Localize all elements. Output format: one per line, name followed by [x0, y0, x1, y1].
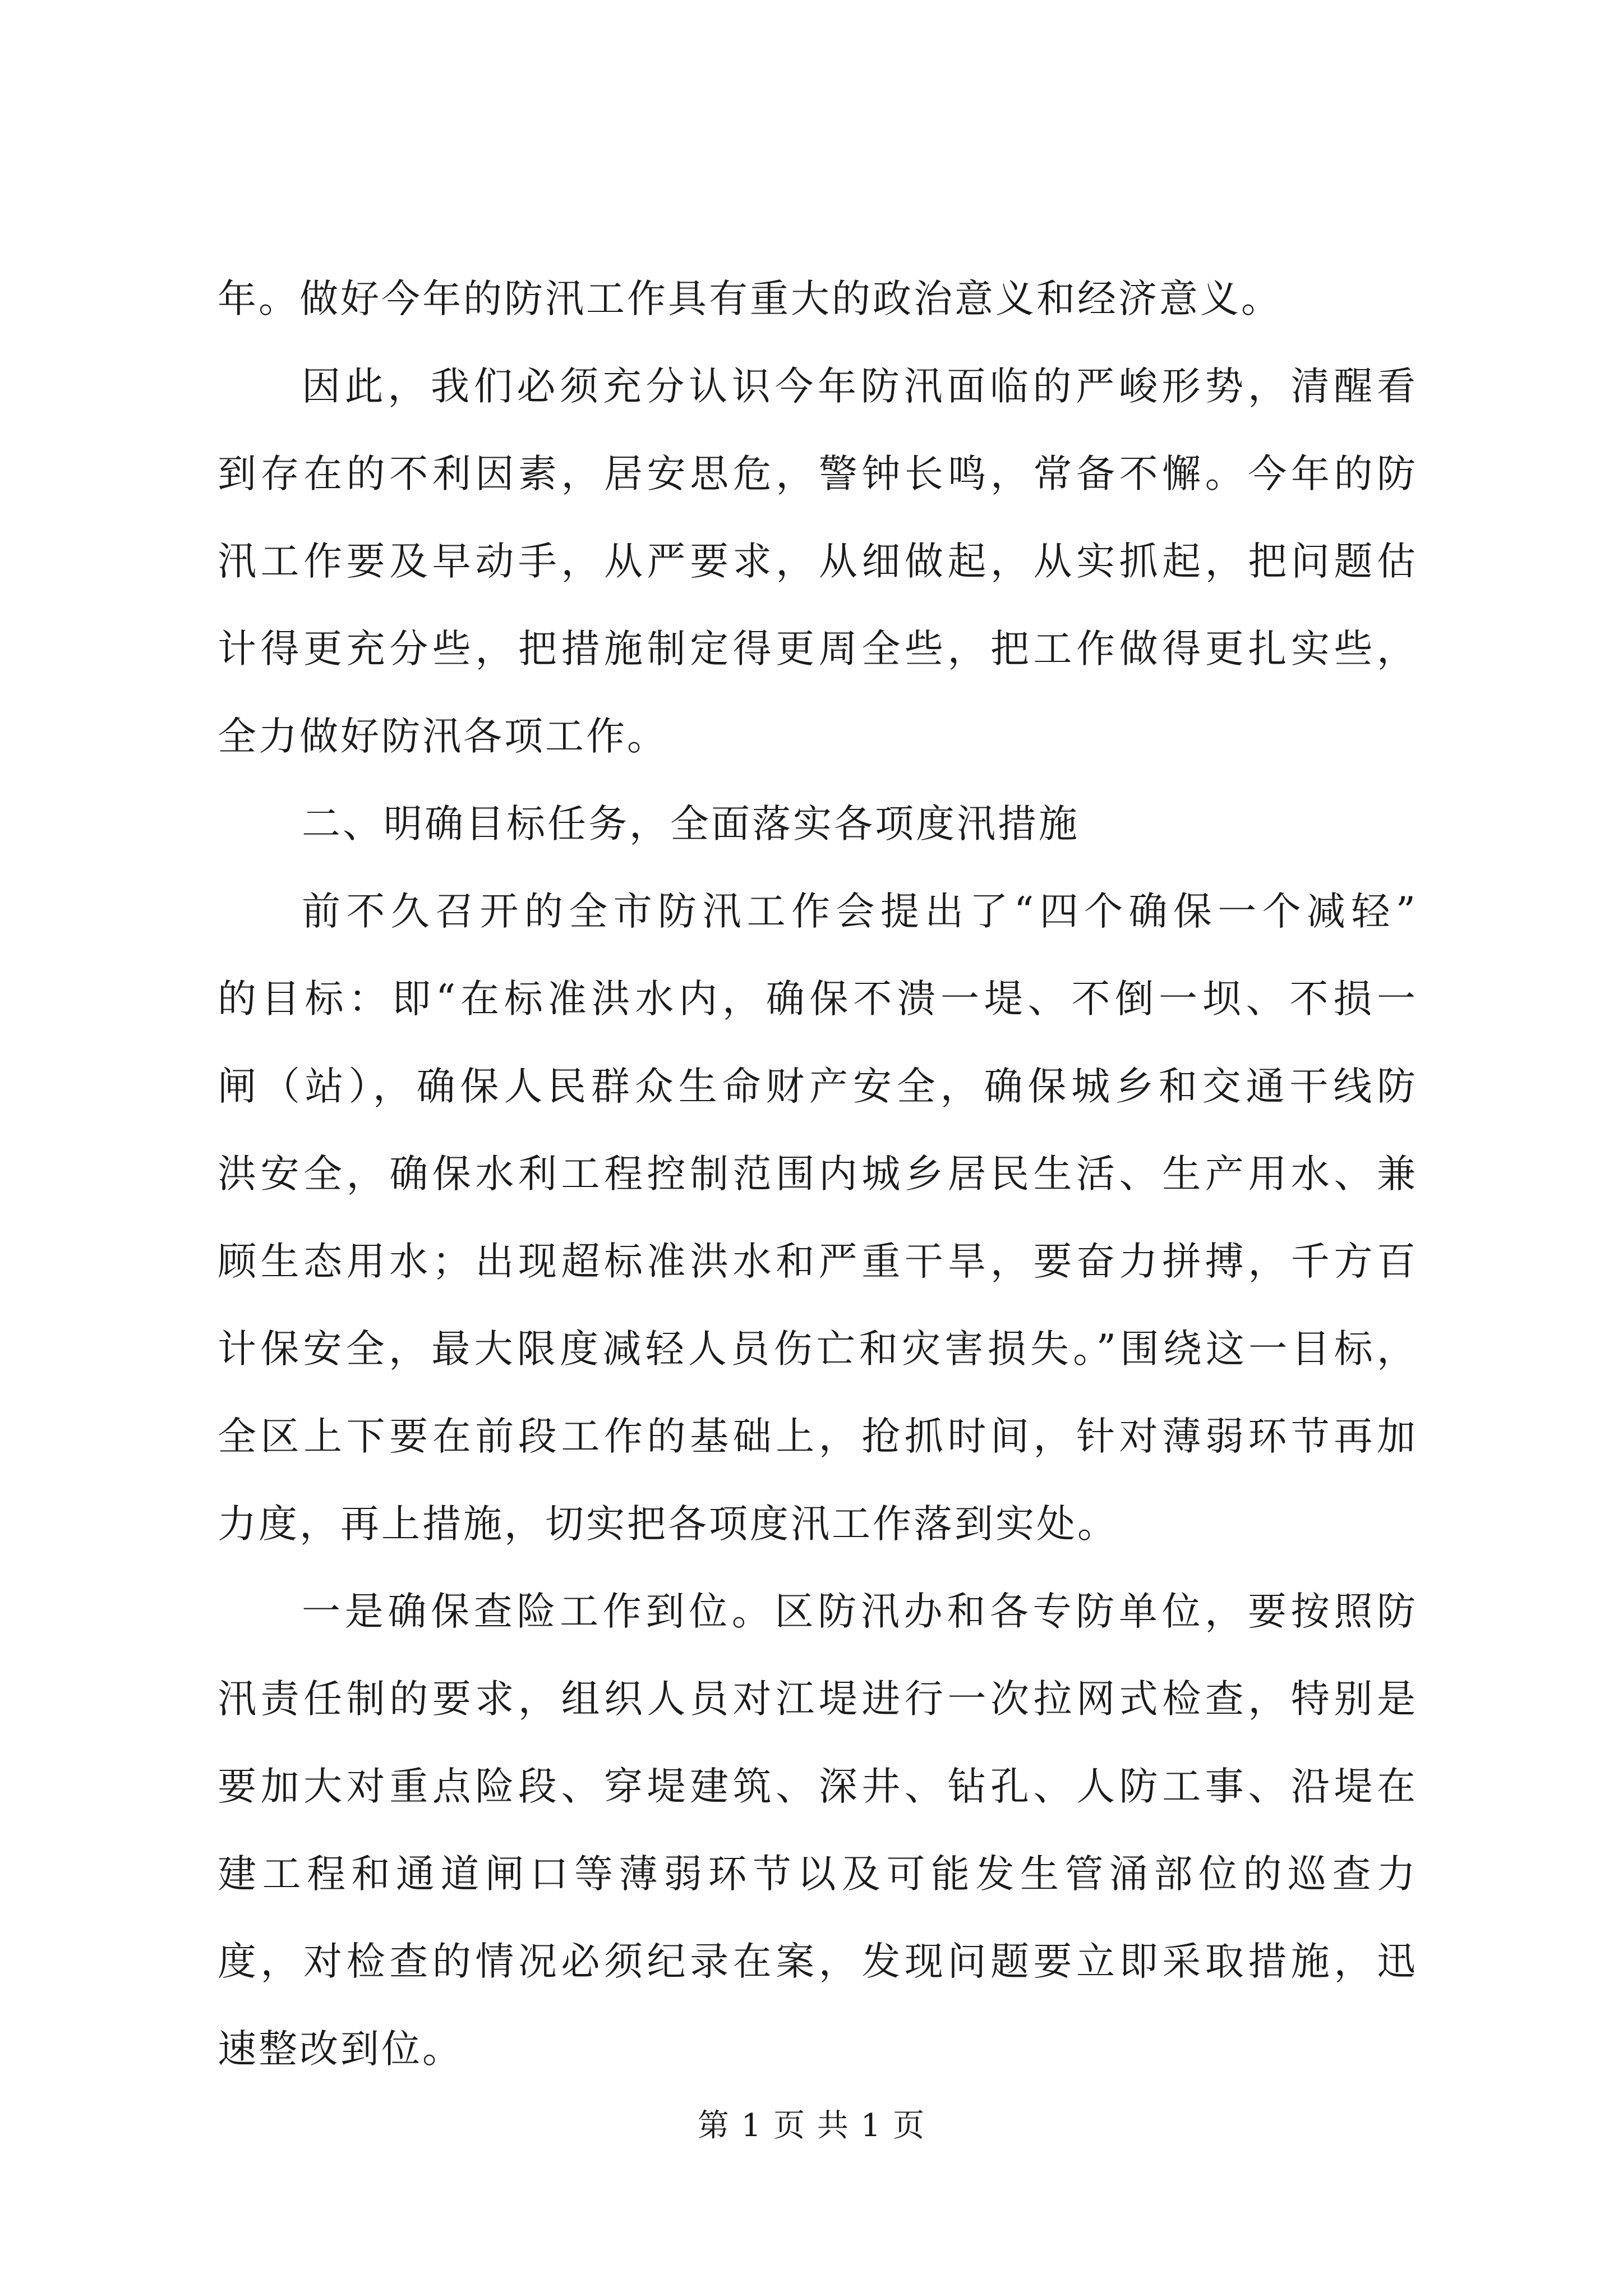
page-number-footer: 第 1 页 共 1 页: [697, 2108, 926, 2144]
text-line: 顾生态用水；出现超标准洪水和严重干旱，要奋力拼搏，千方百: [218, 1239, 1418, 1284]
text-line: 一是确保查险工作到位。区防汛办和各专防单位，要按照防: [302, 1589, 1418, 1634]
text-line: 因此，我们必须充分认识今年防汛面临的严峻形势，清醒看: [302, 364, 1418, 409]
text-line: 力度，再上措施，切实把各项度汛工作落到实处。: [218, 1502, 1118, 1547]
text-line: 前不久召开的全市防汛工作会提出了“四个确保一个减轻”: [302, 889, 1418, 934]
text-line: 的目标：即“在标准洪水内，确保不溃一堤、不倒一坝、不损一: [218, 977, 1418, 1022]
text-line: 计保安全，最大限度减轻人员伤亡和灾害损失。”围绕这一目标，: [218, 1327, 1418, 1372]
text-line: 年。做好今年的防汛工作具有重大的政治意义和经济意义。: [218, 277, 1282, 321]
text-line: 汛责任制的要求，组织人员对江堤进行一次拉网式检查，特别是: [218, 1677, 1418, 1722]
text-line: 到存在的不利因素，居安思危，警钟长鸣，常备不懈。今年的防: [218, 452, 1418, 496]
section-heading: 二、明确目标任务，全面落实各项度汛措施: [302, 802, 1080, 846]
text-line: 全区上下要在前段工作的基础上，抢抓时间，针对薄弱环节再加: [218, 1414, 1418, 1459]
text-line: 度，对检查的情况必须纪录在案，发现问题要立即采取措施，迅: [218, 1939, 1418, 1984]
text-line: 计得更充分些，把措施制定得更周全些，把工作做得更扎实些，: [218, 627, 1418, 671]
text-line: 洪安全，确保水利工程控制范围内城乡居民生活、生产用水、兼: [218, 1152, 1418, 1197]
text-line: 要加大对重点险段、穿堤建筑、深井、钻孔、人防工事、沿堤在: [218, 1764, 1418, 1809]
text-line: 速整改到位。: [218, 2027, 463, 2072]
text-line: 全力做好防汛各项工作。: [218, 714, 668, 759]
document-body: [218, 255, 1418, 2093]
text-line: 汛工作要及早动手，从严要求，从细做起，从实抓起，把问题估: [218, 539, 1418, 584]
text-line: 闸（站），确保人民群众生命财产安全，确保城乡和交通干线防: [218, 1064, 1418, 1109]
text-line: 建工程和通道闸口等薄弱环节以及可能发生管涌部位的巡查力: [218, 1852, 1418, 1897]
